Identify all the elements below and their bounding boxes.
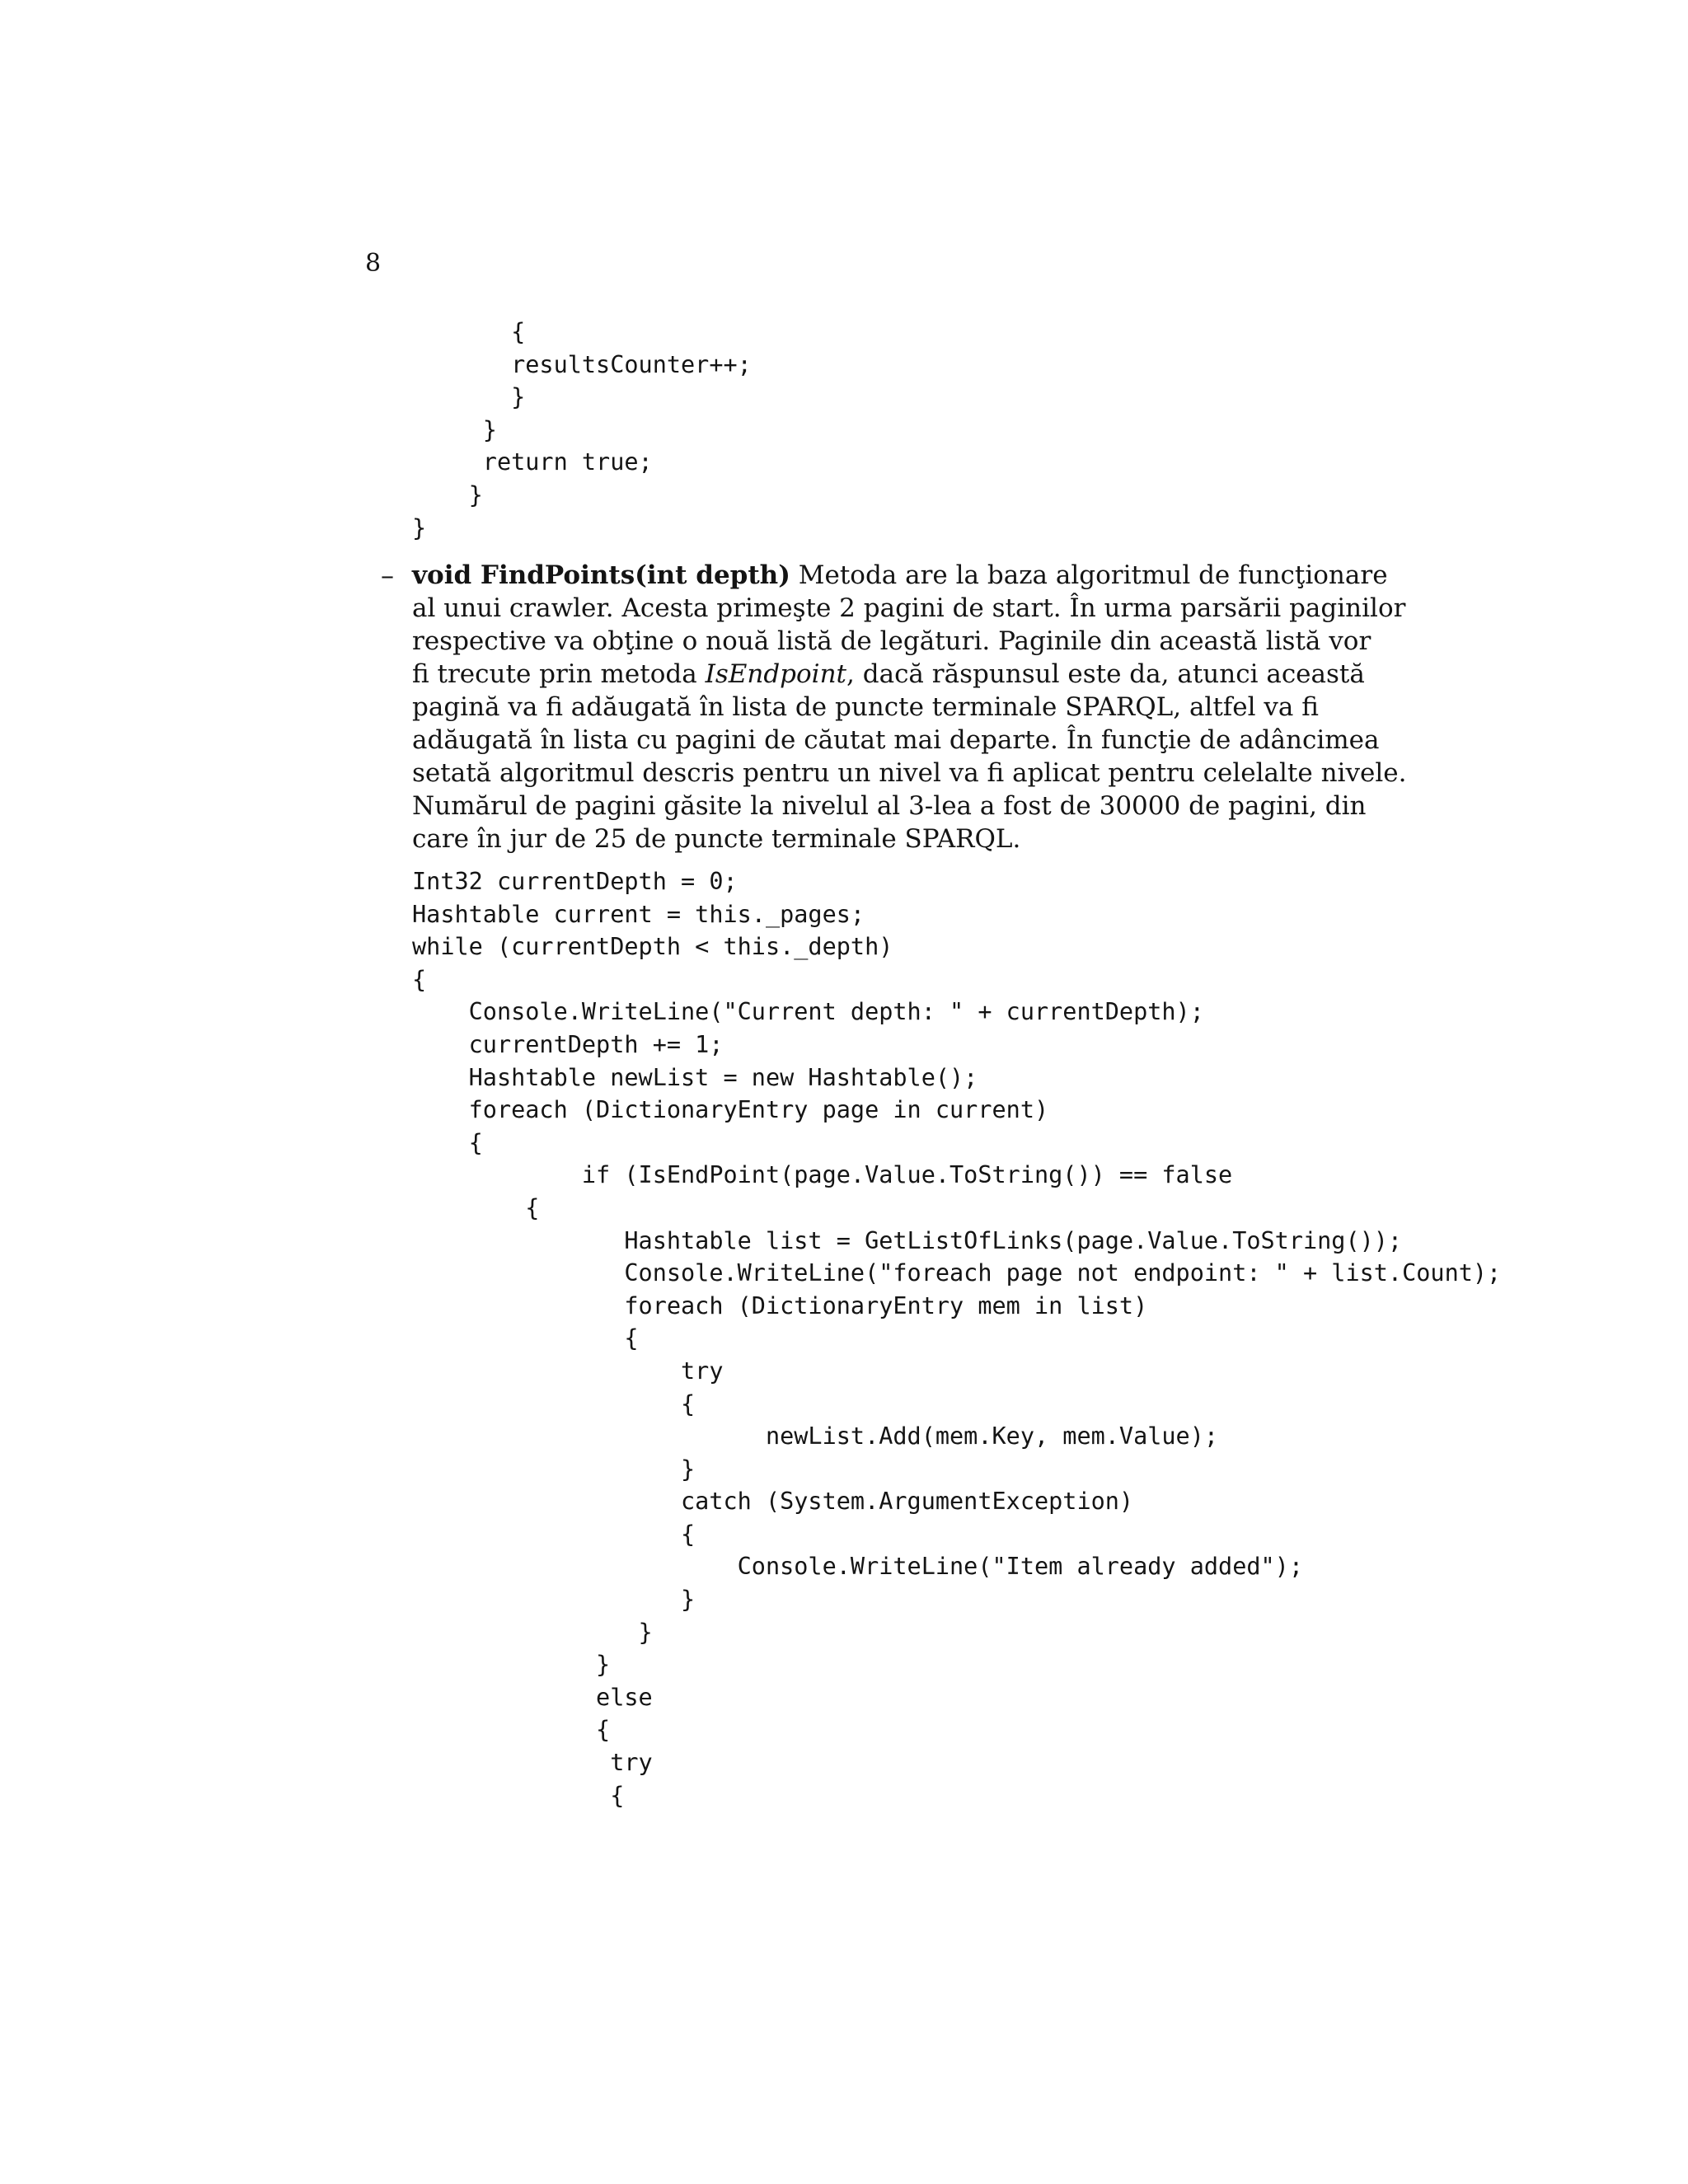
code-line: { — [412, 318, 526, 345]
code-line: try — [412, 1749, 653, 1777]
code-line: } — [412, 1618, 653, 1646]
code-line: { — [412, 965, 427, 993]
code-line: } — [412, 513, 427, 541]
code-line: } — [412, 415, 497, 443]
method-signature: void FindPoints(int depth) — [412, 560, 790, 590]
paragraph-text: Metoda are la baza algoritmul de funcţionare — [790, 560, 1388, 590]
code-line: Hashtable newList = new Hashtable(); — [412, 1063, 978, 1091]
paragraph-line — [412, 559, 1388, 592]
code-line: catch (System.ArgumentException) — [412, 1488, 1134, 1516]
code-line: else — [412, 1683, 653, 1711]
code-line: resultsCounter++; — [412, 350, 752, 378]
code-line: Console.WriteLine("Item already added"); — [412, 1553, 1303, 1581]
code-line: if (IsEndPoint(page.Value.ToString()) == false — [412, 1161, 1233, 1189]
paragraph-line: adăugată în lista cu pagini de căutat mai departe. În funcţie de adâncimea — [412, 725, 1380, 755]
code-line: return true; — [412, 448, 653, 476]
code-line: { — [412, 1390, 696, 1418]
code-line: { — [412, 1128, 483, 1156]
code-line: try — [412, 1357, 724, 1385]
code-line: Console.WriteLine("foreach page not endpoint: " + list.Count); — [412, 1259, 1502, 1287]
paragraph-line: al unui crawler. Acesta primeşte 2 pagini de start. În urma parsării paginilor — [412, 593, 1406, 623]
paragraph-line: respective va obţine o nouă listă de legături. Paginile din această listă vor — [412, 626, 1372, 656]
paragraph-text: fi trecute prin metoda — [412, 659, 706, 689]
code-line: { — [412, 1716, 611, 1744]
paragraph-line — [412, 658, 1365, 691]
code-line: foreach (DictionaryEntry page in current) — [412, 1096, 1049, 1124]
code-line: } — [412, 1586, 696, 1614]
code-line: { — [412, 1193, 540, 1221]
code-line: while (currentDepth < this._depth) — [412, 933, 893, 961]
page-number: 8 — [365, 249, 382, 278]
method-description — [412, 559, 1407, 855]
bullet-dash: – — [381, 560, 394, 591]
paragraph-text: , dacă răspunsul este da, atunci această — [846, 659, 1365, 689]
code-line: currentDepth += 1; — [412, 1030, 724, 1058]
code-block-main — [412, 865, 1501, 1811]
paragraph-line: pagină va fi adăugată în lista de puncte terminale SPARQL, altfel va fi — [412, 692, 1319, 722]
code-line: Console.WriteLine("Current depth: " + currentDepth); — [412, 998, 1204, 1026]
code-line: Int32 currentDepth = 0; — [412, 868, 738, 895]
method-reference: IsEndpoint — [705, 659, 847, 689]
code-line: { — [412, 1781, 625, 1809]
code-line: Hashtable current = this._pages; — [412, 900, 865, 928]
paragraph-line: care în jur de 25 de puncte terminale SPARQL. — [412, 824, 1021, 854]
code-line: foreach (DictionaryEntry mem in list) — [412, 1291, 1148, 1319]
code-line: newList.Add(mem.Key, mem.Value); — [412, 1422, 1219, 1451]
paragraph-line: setată algoritmul descris pentru un nivel va fi aplicat pentru celelalte nivele. — [412, 758, 1407, 788]
code-line: } — [412, 383, 526, 411]
code-line: } — [412, 1455, 696, 1483]
code-block-top — [412, 316, 752, 544]
code-line: { — [412, 1520, 696, 1548]
code-line: { — [412, 1324, 639, 1352]
code-line: } — [412, 480, 483, 509]
code-line: Hashtable list = GetListOfLinks(page.Value.ToString()); — [412, 1226, 1403, 1254]
paragraph-line: Numărul de pagini găsite la nivelul al 3-lea a fost de 30000 de pagini, din — [412, 791, 1367, 821]
code-line: } — [412, 1651, 611, 1679]
